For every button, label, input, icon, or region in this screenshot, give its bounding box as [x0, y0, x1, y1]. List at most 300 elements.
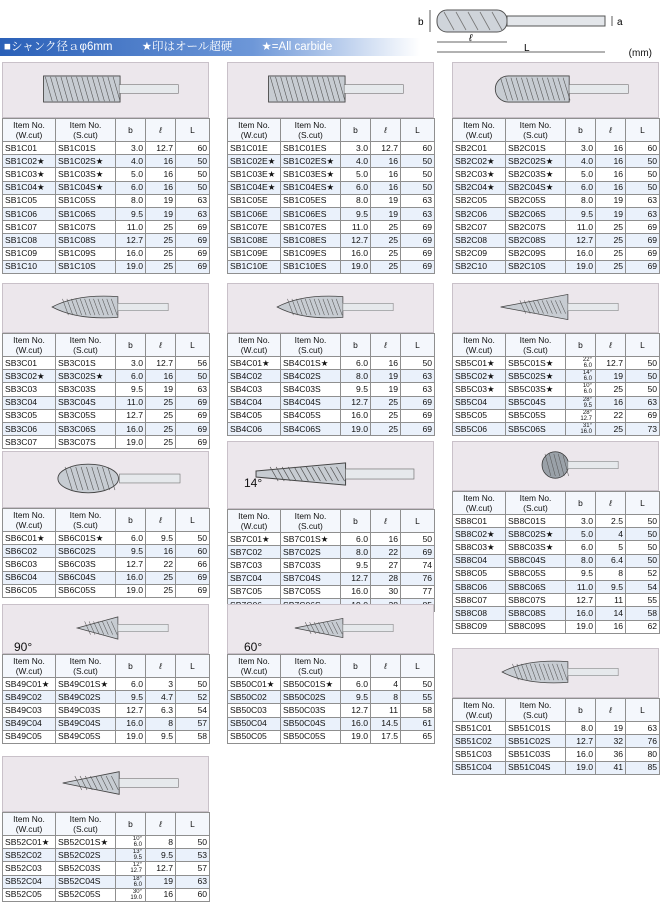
L-cell: 63 — [176, 194, 210, 207]
b-cell: 19.0 — [566, 620, 596, 633]
b-cell: 3.0 — [341, 142, 371, 155]
col-scut: Item No. (S.cut) — [56, 119, 116, 142]
spec-header-row — [228, 334, 435, 357]
L-cell: 73 — [626, 422, 660, 435]
wcut-item: SB4C01★ — [228, 357, 281, 370]
table-row — [3, 836, 210, 849]
col-L: L — [626, 119, 660, 142]
col-L: L — [626, 492, 660, 515]
scut-item: SB1C08S — [56, 234, 116, 247]
scut-item: SB3C05S — [56, 409, 116, 422]
L-cell: 50 — [626, 181, 660, 194]
col-scut: Item No. (S.cut) — [506, 119, 566, 142]
wcut-item: SB1C07 — [3, 221, 56, 234]
wcut-item: SB4C02 — [228, 370, 281, 383]
scut-item: SB8C02S★ — [506, 528, 566, 541]
l-cell: 16 — [146, 370, 176, 383]
scut-item: SB8C09S — [506, 620, 566, 633]
table-row — [3, 584, 210, 597]
table-row — [3, 862, 210, 875]
panel-sb4 — [227, 283, 434, 436]
l-cell: 19 — [371, 383, 401, 396]
L-cell: 69 — [401, 422, 435, 435]
col-b: b — [566, 492, 596, 515]
L-cell: 50 — [401, 181, 435, 194]
scut-item: SB1C09ES — [281, 247, 341, 260]
table-row — [3, 181, 210, 194]
l-cell: 16 — [371, 155, 401, 168]
col-l: ℓ — [146, 119, 176, 142]
wcut-item: SB8C02★ — [453, 528, 506, 541]
burr-tool-illustration — [475, 655, 646, 689]
table-row — [453, 181, 660, 194]
diagram-a-label: a — [617, 17, 623, 28]
scut-item: SB1C02S★ — [56, 155, 116, 168]
table-row — [453, 194, 660, 207]
table-row — [228, 691, 435, 704]
wcut-item: SB1C04★ — [3, 181, 56, 194]
l-cell: 22 — [371, 546, 401, 559]
L-cell: 52 — [176, 691, 210, 704]
l-cell: 2.5 — [596, 515, 626, 528]
col-l: ℓ — [371, 119, 401, 142]
scut-item: SB8C03S★ — [506, 541, 566, 554]
l-cell: 22 — [146, 558, 176, 571]
col-wcut: Item No. (W.cut) — [228, 119, 281, 142]
table-row — [3, 194, 210, 207]
L-cell: 60 — [176, 888, 210, 901]
spec-table — [227, 509, 435, 612]
L-cell: 50 — [176, 532, 210, 545]
wcut-item: SB2C09 — [453, 247, 506, 260]
L-cell: 50 — [176, 181, 210, 194]
wcut-item: SB1C01 — [3, 142, 56, 155]
wcut-item: SB50C03 — [228, 704, 281, 717]
diagram-b-label: b — [418, 17, 424, 28]
L-cell: 56 — [176, 357, 210, 370]
scut-item: SB6C02S — [56, 545, 116, 558]
col-wcut: Item No. (W.cut) — [453, 699, 506, 722]
b-cell: 16.0 — [566, 247, 596, 260]
L-cell: 63 — [176, 875, 210, 888]
b-cell: 19.0 — [566, 761, 596, 774]
b-cell: 9.5 — [116, 207, 146, 220]
angle-label-sb7: 14° — [244, 476, 263, 490]
b-cell: 6.0 — [341, 533, 371, 546]
scut-item: SB3C03S — [56, 383, 116, 396]
wcut-item: SB3C01 — [3, 357, 56, 370]
b-cell: 19.0 — [566, 260, 596, 273]
l-cell: 16 — [146, 545, 176, 558]
col-wcut: Item No. (W.cut) — [3, 334, 56, 357]
table-row — [228, 247, 435, 260]
scut-item: SB2C05S — [506, 194, 566, 207]
table-row — [228, 370, 435, 383]
angle-sup: 28° 12.7 — [580, 409, 592, 422]
l-cell: 32 — [596, 735, 626, 748]
wcut-item: SB49C02 — [3, 691, 56, 704]
b-cell: 6.0 — [566, 541, 596, 554]
scut-item: SB6C05S — [56, 584, 116, 597]
col-L: L — [401, 119, 435, 142]
scut-item: SB1C06S — [56, 207, 116, 220]
table-row — [3, 888, 210, 901]
col-l: ℓ — [596, 334, 626, 357]
wcut-item: SB1C09 — [3, 247, 56, 260]
table-row — [228, 422, 435, 435]
b-cell: 16.0 — [341, 717, 371, 730]
scut-item: SB49C04S — [56, 717, 116, 730]
burr-tool-illustration — [475, 290, 646, 324]
b-cell: 11.0 — [116, 396, 146, 409]
L-cell: 76 — [401, 572, 435, 585]
b-cell: 12.7 — [116, 234, 146, 247]
b-cell: 16.0 — [116, 717, 146, 730]
L-cell: 65 — [401, 730, 435, 743]
wcut-item: SB51C01 — [453, 722, 506, 735]
wcut-item: SB49C01★ — [3, 678, 56, 691]
table-row — [228, 717, 435, 730]
l-cell: 6.4 — [596, 554, 626, 567]
scut-item: SB1C03S★ — [56, 168, 116, 181]
table-row — [3, 396, 210, 409]
b-cell — [116, 862, 146, 875]
l-cell: 19 — [146, 875, 176, 888]
b-cell: 12.7 — [116, 558, 146, 571]
scut-item: SB1C01S — [56, 142, 116, 155]
col-scut: Item No. (S.cut) — [281, 510, 341, 533]
col-L: L — [401, 510, 435, 533]
L-cell: 63 — [401, 383, 435, 396]
table-row — [228, 409, 435, 422]
l-cell: 17.5 — [371, 730, 401, 743]
l-cell: 19 — [371, 194, 401, 207]
tool-image — [452, 62, 659, 118]
L-cell: 69 — [626, 260, 660, 273]
burr-tool-illustration — [475, 69, 646, 109]
L-cell: 57 — [176, 717, 210, 730]
wcut-item: SB52C04 — [3, 875, 56, 888]
angle-sup: 22° 6.0 — [582, 357, 592, 370]
scut-item: SB4C04S — [281, 396, 341, 409]
table-row — [228, 546, 435, 559]
wcut-item: SB1C03E★ — [228, 168, 281, 181]
wcut-item: SB5C02★ — [453, 370, 506, 383]
burr-tool-illustration — [250, 290, 421, 324]
spec-table — [2, 812, 210, 902]
L-cell: 69 — [176, 234, 210, 247]
L-cell: 50 — [626, 515, 660, 528]
L-cell: 69 — [401, 260, 435, 273]
wcut-item: SB5C01★ — [453, 357, 506, 370]
b-cell: 6.0 — [116, 181, 146, 194]
scut-item: SB4C01S★ — [281, 357, 341, 370]
spec-header-row — [3, 655, 210, 678]
col-l: ℓ — [596, 492, 626, 515]
L-cell: 69 — [176, 422, 210, 435]
L-cell: 74 — [401, 559, 435, 572]
wcut-item: SB52C05 — [3, 888, 56, 901]
L-cell: 63 — [626, 722, 660, 735]
spec-header-row — [228, 119, 435, 142]
scut-item: SB7C05S — [281, 585, 341, 598]
scut-item: SB3C02S★ — [56, 370, 116, 383]
tool-image — [452, 648, 659, 698]
L-cell: 50 — [626, 528, 660, 541]
wcut-item: SB3C07 — [3, 436, 56, 449]
b-cell: 9.5 — [566, 207, 596, 220]
angle-sup: 31° 16.0 — [580, 423, 592, 436]
wcut-item: SB1C03★ — [3, 168, 56, 181]
wcut-item: SB8C01 — [453, 515, 506, 528]
l-cell: 12.7 — [146, 862, 176, 875]
L-cell: 60 — [176, 142, 210, 155]
b-cell: 5.0 — [116, 168, 146, 181]
L-cell: 69 — [401, 546, 435, 559]
wcut-item: SB7C02 — [228, 546, 281, 559]
L-cell: 50 — [401, 155, 435, 168]
L-cell: 69 — [176, 221, 210, 234]
L-cell: 69 — [176, 409, 210, 422]
L-cell: 61 — [401, 717, 435, 730]
L-cell: 69 — [626, 234, 660, 247]
L-cell: 50 — [176, 678, 210, 691]
scut-item: SB2C04S★ — [506, 181, 566, 194]
b-cell — [566, 409, 596, 422]
table-row — [3, 221, 210, 234]
l-cell: 16 — [596, 142, 626, 155]
scut-item: SB50C01S★ — [281, 678, 341, 691]
col-b: b — [341, 334, 371, 357]
wcut-item: SB8C08 — [453, 607, 506, 620]
table-row — [453, 234, 660, 247]
scut-item: SB52C01S★ — [56, 836, 116, 849]
col-b: b — [566, 119, 596, 142]
col-L: L — [176, 655, 210, 678]
wcut-item: SB52C03 — [3, 862, 56, 875]
l-cell: 3 — [146, 678, 176, 691]
L-cell: 50 — [626, 357, 660, 370]
scut-item: SB1C06ES — [281, 207, 341, 220]
b-cell: 11.0 — [341, 221, 371, 234]
diagram-l-label: ℓ — [469, 33, 473, 44]
table-row — [3, 678, 210, 691]
tool-image — [227, 62, 434, 118]
col-l: ℓ — [146, 655, 176, 678]
wcut-item: SB2C10 — [453, 260, 506, 273]
l-cell: 12.7 — [371, 142, 401, 155]
b-cell: 3.0 — [116, 357, 146, 370]
wcut-item: SB4C05 — [228, 409, 281, 422]
spec-table — [2, 118, 210, 274]
b-cell: 8.0 — [341, 370, 371, 383]
scut-item: SB2C01S — [506, 142, 566, 155]
l-cell: 25 — [146, 260, 176, 273]
b-cell: 16.0 — [341, 585, 371, 598]
tool-image — [2, 604, 209, 654]
L-cell: 77 — [401, 585, 435, 598]
L-cell: 66 — [176, 558, 210, 571]
table-row — [228, 181, 435, 194]
spec-header-row — [453, 699, 660, 722]
angle-sup: 30° 19.0 — [130, 888, 142, 901]
b-cell: 12.7 — [341, 234, 371, 247]
spec-header-row — [3, 509, 210, 532]
l-cell: 14 — [596, 607, 626, 620]
L-cell: 63 — [401, 207, 435, 220]
L-cell: 69 — [176, 396, 210, 409]
L-cell: 85 — [626, 761, 660, 774]
spec-table — [452, 118, 660, 274]
scut-item: SB1C04S★ — [56, 181, 116, 194]
scut-item: SB1C10S — [56, 260, 116, 273]
spec-header-row — [228, 510, 435, 533]
wcut-item: SB1C04E★ — [228, 181, 281, 194]
col-L: L — [401, 655, 435, 678]
table-row — [228, 194, 435, 207]
tool-image — [227, 441, 434, 509]
table-row — [3, 155, 210, 168]
l-cell: 25 — [596, 234, 626, 247]
wcut-item: SB1C08E — [228, 234, 281, 247]
angle-sup: 18° 6.0 — [132, 875, 142, 888]
L-cell: 69 — [626, 409, 660, 422]
panel-sb51 — [452, 648, 659, 775]
col-scut: Item No. (S.cut) — [506, 334, 566, 357]
table-row — [453, 409, 660, 422]
scut-item: SB1C07ES — [281, 221, 341, 234]
col-wcut: Item No. (W.cut) — [228, 510, 281, 533]
table-row — [3, 849, 210, 862]
spec-header-row — [453, 492, 660, 515]
L-cell: 69 — [626, 247, 660, 260]
b-cell: 9.5 — [116, 383, 146, 396]
l-cell: 9.5 — [146, 849, 176, 862]
b-cell: 8.0 — [566, 722, 596, 735]
scut-item: SB5C05S — [506, 409, 566, 422]
col-b: b — [116, 655, 146, 678]
table-row — [3, 207, 210, 220]
wcut-item: SB2C01 — [453, 142, 506, 155]
scut-item: SB52C05S — [56, 888, 116, 901]
table-row — [453, 422, 660, 435]
table-row — [3, 370, 210, 383]
burr-tool-illustration — [25, 458, 196, 499]
b-cell: 3.0 — [566, 515, 596, 528]
scut-item: SB52C04S — [56, 875, 116, 888]
l-cell: 8 — [146, 836, 176, 849]
tool-image — [2, 756, 209, 812]
dimension-diagram — [414, 4, 629, 60]
wcut-item: SB50C01★ — [228, 678, 281, 691]
L-cell: 50 — [401, 533, 435, 546]
scut-item: SB5C04S — [506, 396, 566, 409]
scut-item: SB3C04S — [56, 396, 116, 409]
l-cell: 4 — [371, 678, 401, 691]
angle-label-sb50: 60° — [244, 640, 263, 654]
table-row — [228, 396, 435, 409]
col-scut: Item No. (S.cut) — [281, 334, 341, 357]
scut-item: SB1C05ES — [281, 194, 341, 207]
scut-item: SB52C02S — [56, 849, 116, 862]
scut-item: SB5C06S — [506, 422, 566, 435]
scut-item: SB8C01S — [506, 515, 566, 528]
wcut-item: SB6C05 — [3, 584, 56, 597]
wcut-item: SB5C06 — [453, 422, 506, 435]
table-row — [3, 545, 210, 558]
panel-sb7 — [227, 441, 434, 612]
L-cell: 62 — [626, 620, 660, 633]
b-cell: 3.0 — [116, 142, 146, 155]
wcut-item: SB52C02 — [3, 849, 56, 862]
table-row — [453, 748, 660, 761]
wcut-item: SB3C04 — [3, 396, 56, 409]
l-cell: 12.7 — [146, 357, 176, 370]
panel-sb1e — [227, 62, 434, 274]
wcut-item: SB7C01★ — [228, 533, 281, 546]
wcut-item: SB8C05 — [453, 567, 506, 580]
wcut-item: SB7C04 — [228, 572, 281, 585]
table-row — [453, 396, 660, 409]
col-b: b — [116, 334, 146, 357]
b-cell — [566, 357, 596, 370]
wcut-item: SB1C08 — [3, 234, 56, 247]
col-scut: Item No. (S.cut) — [56, 655, 116, 678]
scut-item: SB50C02S — [281, 691, 341, 704]
b-cell: 12.7 — [341, 704, 371, 717]
table-row — [3, 571, 210, 584]
col-scut: Item No. (S.cut) — [56, 813, 116, 836]
b-cell: 16.0 — [116, 571, 146, 584]
table-row — [453, 168, 660, 181]
wcut-item: SB3C06 — [3, 422, 56, 435]
scut-item: SB2C08S — [506, 234, 566, 247]
col-wcut: Item No. (W.cut) — [228, 334, 281, 357]
L-cell: 50 — [626, 383, 660, 396]
L-cell: 50 — [176, 155, 210, 168]
scut-item: SB4C02S — [281, 370, 341, 383]
scut-item: SB5C01S★ — [506, 357, 566, 370]
col-scut: Item No. (S.cut) — [281, 119, 341, 142]
wcut-item: SB4C04 — [228, 396, 281, 409]
l-cell: 11 — [371, 704, 401, 717]
scut-item: SB1C10ES — [281, 260, 341, 273]
angle-sup: 12° 12.7 — [130, 862, 142, 875]
wcut-item: SB1C05E — [228, 194, 281, 207]
table-row — [228, 357, 435, 370]
l-cell: 25 — [371, 422, 401, 435]
l-cell: 4 — [596, 528, 626, 541]
b-cell: 16.0 — [341, 409, 371, 422]
b-cell: 12.7 — [566, 234, 596, 247]
table-row — [228, 678, 435, 691]
b-cell — [566, 383, 596, 396]
l-cell: 16 — [371, 168, 401, 181]
b-cell: 9.5 — [341, 207, 371, 220]
L-cell: 50 — [401, 678, 435, 691]
table-row — [3, 260, 210, 273]
table-row — [453, 580, 660, 593]
b-cell: 12.7 — [566, 735, 596, 748]
L-cell: 54 — [176, 704, 210, 717]
l-cell: 25 — [146, 234, 176, 247]
scut-item: SB1C02ES★ — [281, 155, 341, 168]
L-cell: 69 — [401, 221, 435, 234]
L-cell: 50 — [401, 357, 435, 370]
L-cell: 58 — [401, 704, 435, 717]
scut-item: SB8C08S — [506, 607, 566, 620]
wcut-item: SB5C05 — [453, 409, 506, 422]
